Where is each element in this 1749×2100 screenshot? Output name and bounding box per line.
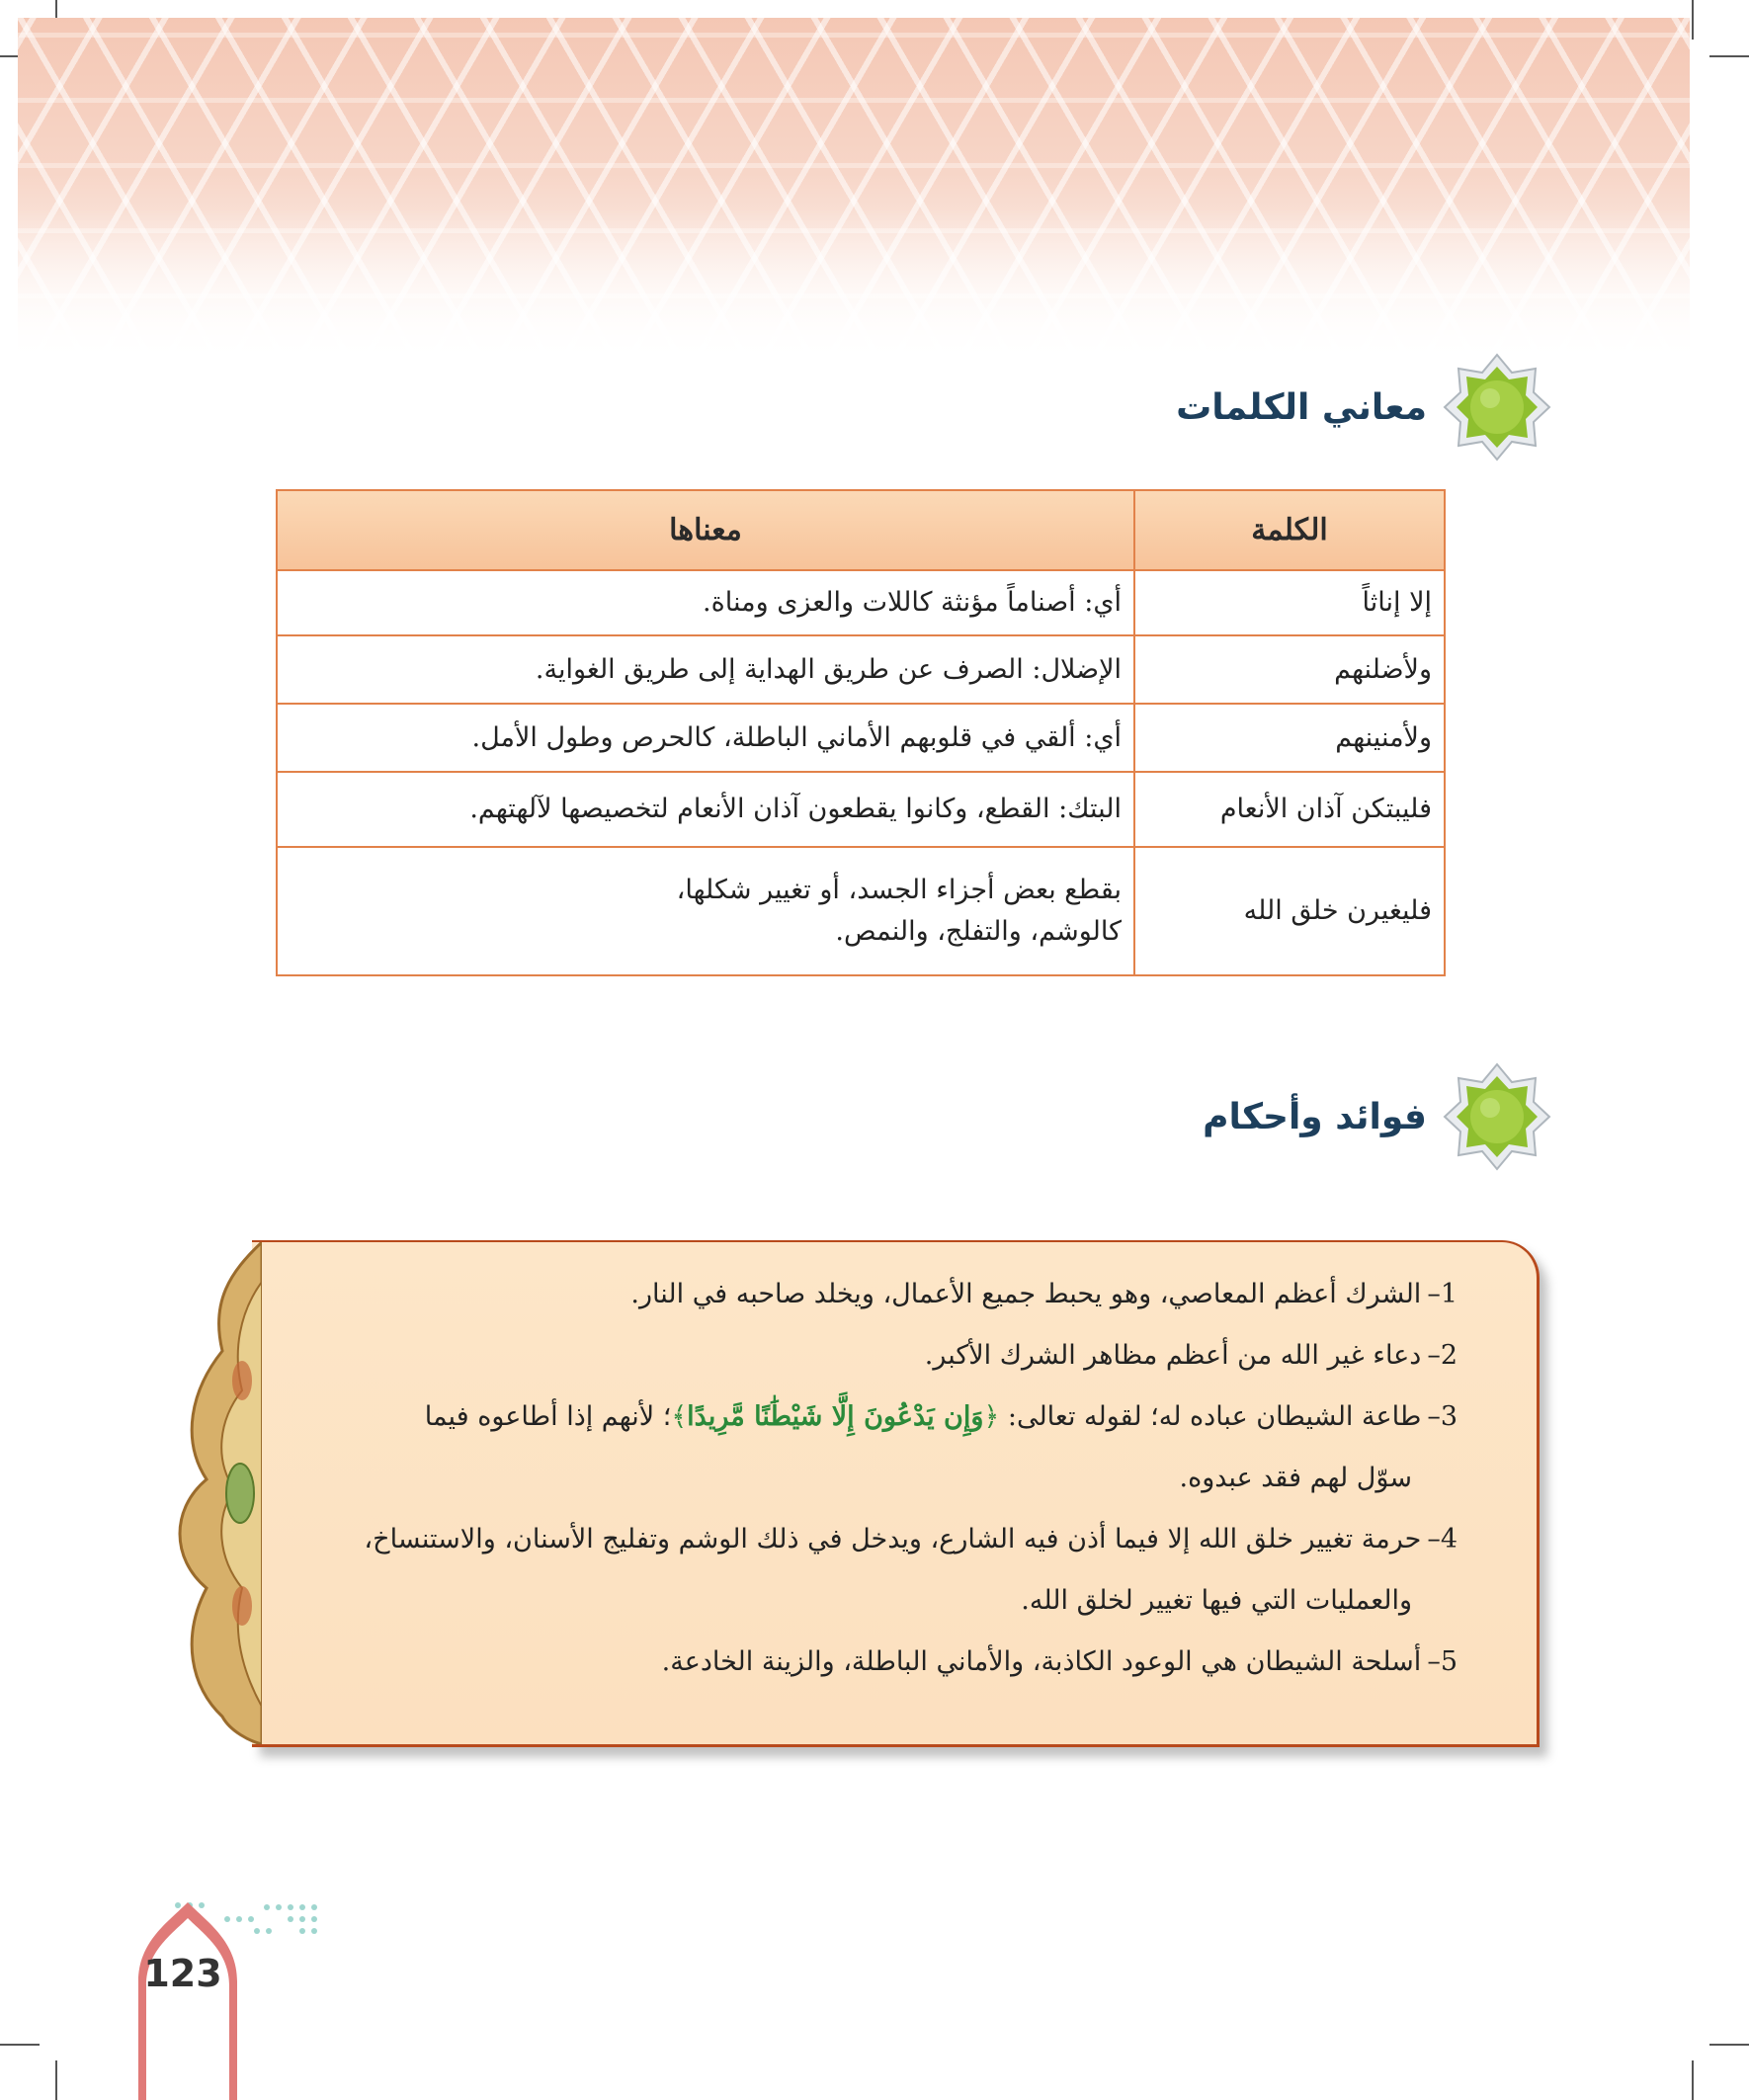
item-continuation: سوّل لهم فقد عبدوه. [1179,1463,1412,1493]
decorative-banner [18,18,1690,364]
meaning-cell: الإضلال: الصرف عن طريق الهداية إلى طريق الغواية. [277,635,1134,704]
item-number: 3– [1427,1401,1458,1432]
item-text: طاعة الشيطان عباده له؛ لقوله تعالى: [1007,1401,1422,1432]
list-item [282,1264,1458,1325]
crop-mark [55,2060,57,2100]
crop-mark [1709,55,1749,57]
crop-mark [1692,2060,1694,2100]
section-heading-benefits [1203,1067,1551,1166]
quran-bracket-open: ﴿ [983,1401,1000,1432]
crop-mark [1692,0,1694,40]
item-continuation: والعمليات التي فيها تغيير لخلق الله. [1021,1585,1412,1616]
word-cell: ولأمنينهم [1134,704,1445,772]
vocab-table [276,489,1446,976]
section-heading-vocab [1176,358,1551,457]
quran-bracket-close: ﴾ [671,1401,688,1432]
table-row [277,704,1445,772]
table-row [277,570,1445,635]
crop-mark [1709,2044,1749,2046]
list-item [282,1509,1458,1632]
word-cell: إلا إناثاً [1134,570,1445,635]
list-item [282,1325,1458,1386]
item-number: 5– [1427,1646,1458,1677]
table-row [277,772,1445,847]
meaning-cell: أي: أصناماً مؤنثة كاللات والعزى ومناة. [277,570,1134,635]
benefits-box [252,1240,1540,1747]
list-item [282,1386,1458,1509]
crop-mark [0,2044,40,2046]
item-number: 2– [1427,1340,1458,1371]
item-text: ؛ لأنهم إذا أطاعوه فيما [424,1401,672,1432]
section-title: فوائد وأحكام [1203,1096,1427,1137]
octagon-star-icon [1443,1062,1551,1171]
page-number-badge [128,1902,247,2100]
table-row [277,847,1445,975]
word-cell: ولأضلنهم [1134,635,1445,704]
item-text: الشرك أعظم المعاصي، وهو يحبط جميع الأعمال، ويخلد صاحبه في النار. [630,1279,1422,1309]
item-text: أسلحة الشيطان هي الوعود الكاذبة، والأماني الباطلة، والزينة الخادعة. [661,1646,1422,1677]
table-row [277,635,1445,704]
item-number: 1– [1427,1279,1458,1309]
header-word: الكلمة [1134,490,1445,570]
section-title: معاني الكلمات [1176,386,1427,428]
item-text: حرمة تغيير خلق الله إلا فيما أذن فيه الشارع، ويدخل في ذلك الوشم وتفليج الأسنان، والاستنساخ، [364,1524,1422,1554]
quran-verse: وَإِن يَدْعُونَ إِلَّا شَيْطَٰنًا مَّرِيدًا [687,1401,984,1432]
meaning-cell: بقطع بعض أجزاء الجسد، أو تغيير شكلها، كالوشم، والتفلج، والنمص. [277,847,1134,975]
arabesque-ornament-icon [171,1242,262,1744]
item-number: 4– [1427,1524,1458,1554]
meaning-cell: أي: ألقي في قلوبهم الأماني الباطلة، كالحرص وطول الأمل. [277,704,1134,772]
word-cell: فليبتكن آذان الأنعام [1134,772,1445,847]
octagon-star-icon [1443,353,1551,462]
word-cell: فليغيرن خلق الله [1134,847,1445,975]
meaning-cell: البتك: القطع، وكانوا يقطعون آذان الأنعام لتخصيصها لآلهتهم. [277,772,1134,847]
page-number: 123 [143,1952,222,1995]
list-item [282,1632,1458,1693]
header-meaning: معناها [277,490,1134,570]
item-text: دعاء غير الله من أعظم مظاهر الشرك الأكبر. [924,1340,1422,1371]
table-header-row [277,490,1445,570]
benefits-list [282,1264,1458,1693]
